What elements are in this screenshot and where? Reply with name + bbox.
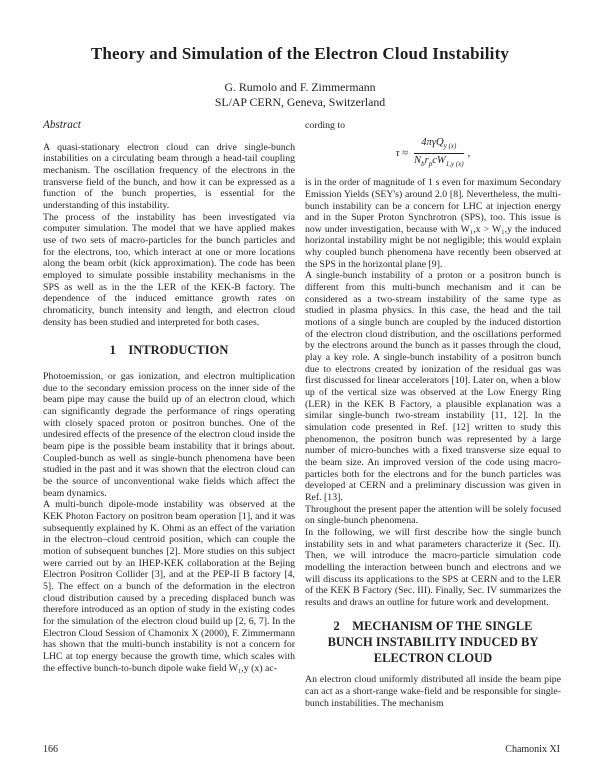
abstract-heading: Abstract (43, 119, 81, 131)
section-2-body-paragraph: An electron cloud uniformly distributed all inside the beam pipe can act as a short-range wake-field and be responsible for single-bunch instabilities. The mechanism (305, 674, 561, 709)
body-paragraph-1: is in the order of magnitude of 1 s even for maximum Secondary Emission Yields (SEY's) around 2.0 [8]. Nevertheless, the multi-bunch instability can be a concern for LHC at injection energy and in the Super Proton Synchrotron (SPS), too. This issue is now under investigation, because with W₁,x > W₁,y the induced horizontal instability might be not negligible; this would explain why coupled bunch phenomena have recently been observed at the SPS in the horizontal plane [9]. (305, 177, 561, 270)
right-column (305, 120, 561, 709)
intro-paragraph-2: A multi-bunch dipole-mode instability was observed at the KEK Photon Factory on positron beam operation [1], and it was subsequently explained by K. Ohmi as an effect of the variation in the electron–cloud centroid position, which can couple the motion of subsequent bunches [2]. More studies on this subject were carried out by an IHEP-KEK collaboration at the Bejing Electron Positron Collider [3], and at the PEP-II B factory [4, 5]. The effect on a bunch of the deformation in the electron cloud distribution caused by a preceding displaced bunch was therefore introduced as an option of study in the existing codes for the simulation of the electron cloud build up [2, 6, 7]. In the Electron Cloud Session of Chamonix X (2000), F. Zimmermann has shown that the multi-bunch instability is not a concern for LHC at top energy because the growth time, which scales with the effective bunch-to-bunch dipole wake field W₁,y (x) ac- (43, 499, 295, 674)
body-paragraph-2: A single-bunch instability of a proton or a positron bunch is different from this multi-bunch mechanism and it can be considered as a two-stream instability of the same type as studied in plasma physics. In this case, the head and the tail motions of a single bunch are coupled by the induced distortion of the electron cloud distribution, and the oscillations performed by the electrons around the bunch as it passes through the cloud, play a key role. A single-bunch instability of a positron bunch due to electrons created by ionization of the residual gas was first discussed for linear accelerators [10]. Later on, when a blow up of the vertical size was observed at the Low Energy Ring (LER) in the KEK B Factory, a plausible explanation was a similar single-bunch two-stream instability [11, 12]. In the simulation code presented in Ref. [12] written to study this phenomenon, the positron bunch was represented by a large number of micro-bunches with a fixed transverse size equal to the beam size. An improved version of the code using macro-particles both for the electrons and for the bunch particles was developed at CERN and a preliminary discussion was given in Ref. [13]. (305, 270, 561, 503)
page-title: Theory and Simulation of the Electron Cloud Instability (90, 44, 510, 63)
equation-numerator: 4πγQ$_{y (x)}$ (414, 137, 464, 155)
section-2-heading-line-3: ELECTRON CLOUD (373, 651, 493, 666)
abstract-paragraph-2: The process of the instability has been investigated via computer simulation. The model that we have applied makes use of two sets of macro-particles for the bunch particles and for the electrons, too, which interact at one or more locations along the beam orbit (kick approximation). The code has been employed to simulate possible instability mechanisms in the SPS as well as in the the LER of the KEK-B factory. The dependence of the induced emittance growth rates on chromaticity, bunch intensity and length, and electron cloud density has been studied and interpreted for both cases. (43, 211, 295, 328)
section-2-heading-line-1: 2 MECHANISM OF THE SINGLE (333, 619, 533, 634)
equation-trailing-comma: , (467, 148, 471, 160)
continuation-line: cording to (305, 120, 345, 131)
section-2-heading-line-2: BUNCH INSTABILITY INDUCED BY (327, 635, 539, 650)
equation (305, 137, 561, 172)
left-column (43, 120, 295, 674)
page-number: 166 (43, 744, 58, 755)
page-footer (43, 744, 560, 755)
affiliation-line: SL/AP CERN, Geneva, Switzerland (214, 95, 386, 109)
equation-fraction (414, 137, 464, 172)
authors-line: G. Rumolo and F. Zimmermann (224, 80, 376, 94)
equation-denominator: $N_br_pcW_{1,y (x)}$ (413, 155, 464, 169)
section-2-heading (305, 618, 561, 666)
equation-lhs: τ ≈ (395, 148, 408, 160)
authors-block (0, 80, 600, 110)
abstract-paragraph-1: A quasi-stationary electron cloud can drive single-bunch instabilities on a circulating beam through a head-tail coupling mechanism. The oscillation frequency of the electrons in the transverse field of the bunch, and how it can be expressed as a function of the bunch properties, is essential for the understanding of this instability. (43, 141, 295, 211)
body-paragraph-4: In the following, we will first describe how the single bunch instability sets in and what parameters characterize it (Sec. II). Then, we will introduce the macro-particle simulation code modelling the interaction between bunch and electrons and we will discuss its applications to the SPS at CERN and to the LER of the KEK B Factory (Sec. III). Finally, Sec. IV summarizes the results and draws an outline for future work and development. (305, 526, 561, 608)
conference-name: Chamonix XI (505, 744, 560, 755)
section-1-heading: 1 INTRODUCTION (109, 343, 229, 358)
body-paragraph-3: Throughout the present paper the attention will be solely focused on single-bunch phenomena. (305, 503, 561, 527)
intro-paragraph-1: Photoemission, or gas ionization, and electron multiplication due to the secondary emission process on the inner side of the beam pipe may cause the build up of an electron cloud, which can significantly degrade the performance of rings operating with closely spaced proton or positron bunches. One of the undesired effects of the presence of the electron cloud inside the beam pipe is the possible beam instability that it brings about. Coupled-bunch as well as single-bunch phenomena have been studied in the past and it was shown that the electron cloud can be the source of unconventional wake fields which affect the beam dynamics. (43, 371, 295, 499)
